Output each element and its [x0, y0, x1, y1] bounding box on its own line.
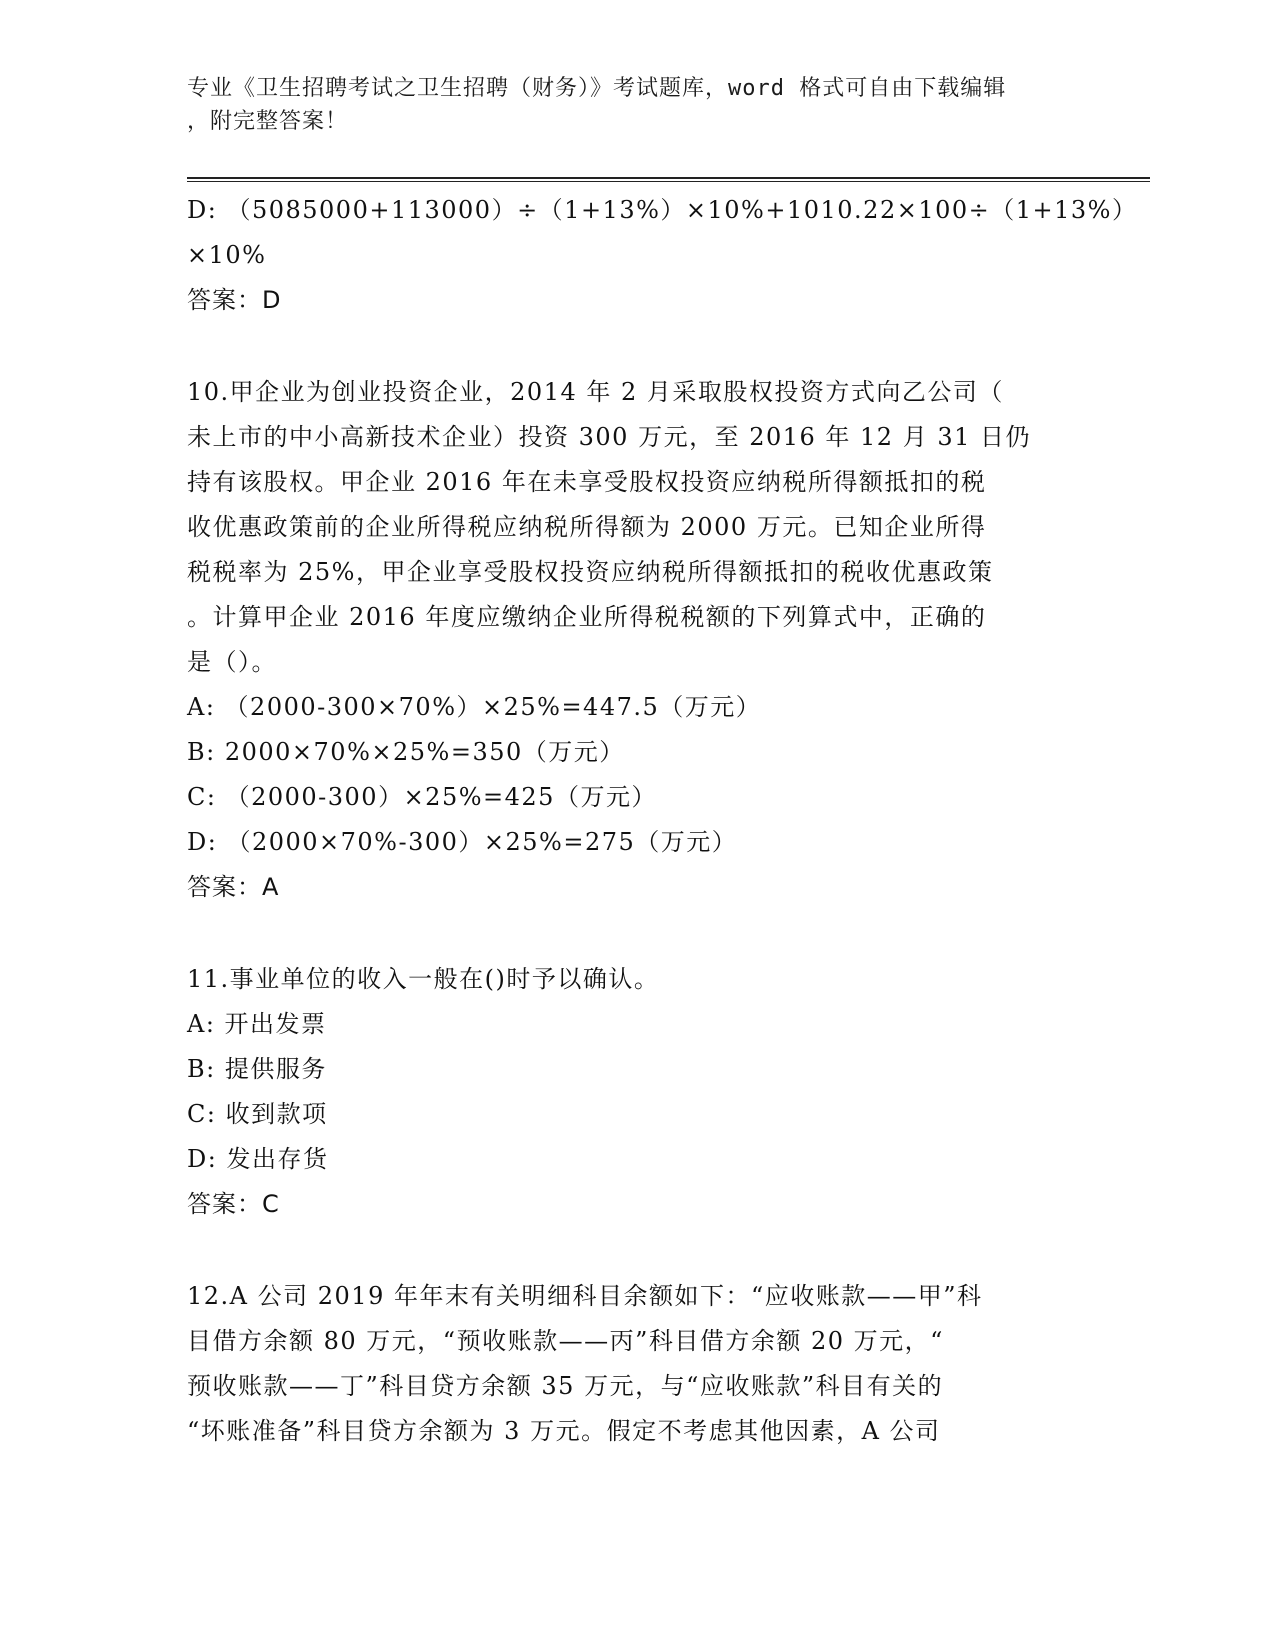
option-b: B: 提供服务	[187, 1055, 327, 1083]
question-stem-line: “坏账准备”科目贷方余额为 3 万元。假定不考虑其他因素，A 公司	[187, 1417, 941, 1445]
option-a: A: （2000-300×70%）×25%=447.5（万元）	[187, 693, 762, 721]
header-divider	[187, 177, 1150, 179]
spacer	[187, 323, 1087, 370]
option-d-continued: ×10%	[187, 241, 267, 269]
question-stem-line: 10.甲企业为创业投资企业，2014 年 2 月采取股权投资方式向乙公司（	[187, 378, 1004, 406]
header-divider-thin	[187, 181, 1150, 182]
option-d: D: （5085000+113000）÷（1+13%）×10%+1010.22×100÷（1+13%）	[187, 196, 1138, 224]
header-line-2: ，附完整答案！	[187, 109, 349, 134]
spacer	[187, 1227, 1087, 1274]
question-11	[187, 957, 1087, 1227]
question-stem-line: 持有该股权。甲企业 2016 年在未享受股权投资应纳税所得额抵扣的税	[187, 468, 987, 496]
option-b: B: 2000×70%×25%=350（万元）	[187, 738, 625, 766]
option-c: C: （2000-300）×25%=425（万元）	[187, 783, 657, 811]
question-stem-line: 未上市的中小高新技术企业）投资 300 万元，至 2016 年 12 月 31 日仍	[187, 423, 1031, 451]
document-body	[187, 188, 1138, 1454]
option-d: D: （2000×70%-300）×25%=275（万元）	[187, 828, 738, 856]
previous-question	[187, 188, 1138, 323]
question-stem-line: 预收账款——丁”科目贷方余额 35 万元，与“应收账款”科目有关的	[187, 1372, 944, 1400]
question-stem-line: 是（）。	[187, 648, 277, 676]
spacer	[187, 910, 1087, 957]
question-12	[187, 1274, 1087, 1454]
question-stem-line: 税税率为 25%，甲企业享受股权投资应纳税所得额抵扣的税收优惠政策	[187, 558, 994, 586]
option-c: C: 收到款项	[187, 1100, 328, 1128]
document-header	[187, 72, 1067, 138]
option-d: D: 发出存货	[187, 1145, 329, 1173]
option-a: A: 开出发票	[187, 1010, 327, 1038]
answer: 答案：D	[187, 286, 282, 314]
answer: 答案：A	[187, 873, 280, 901]
question-stem-line: 。计算甲企业 2016 年度应缴纳企业所得税税额的下列算式中，正确的	[187, 603, 987, 631]
question-stem-line: 收优惠政策前的企业所得税应纳税所得额为 2000 万元。已知企业所得	[187, 513, 987, 541]
question-10	[187, 370, 1087, 910]
header-line-1: 专业《卫生招聘考试之卫生招聘（财务）》考试题库，word 格式可自由下载编辑	[187, 76, 1007, 101]
question-stem: 11.事业单位的收入一般在()时予以确认。	[187, 965, 660, 993]
question-stem-line: 目借方余额 80 万元，“预收账款——丙”科目借方余额 20 万元，“	[187, 1327, 944, 1355]
answer: 答案：C	[187, 1190, 280, 1218]
question-stem-line: 12.A 公司 2019 年年末有关明细科目余额如下：“应收账款——甲”科	[187, 1282, 983, 1310]
